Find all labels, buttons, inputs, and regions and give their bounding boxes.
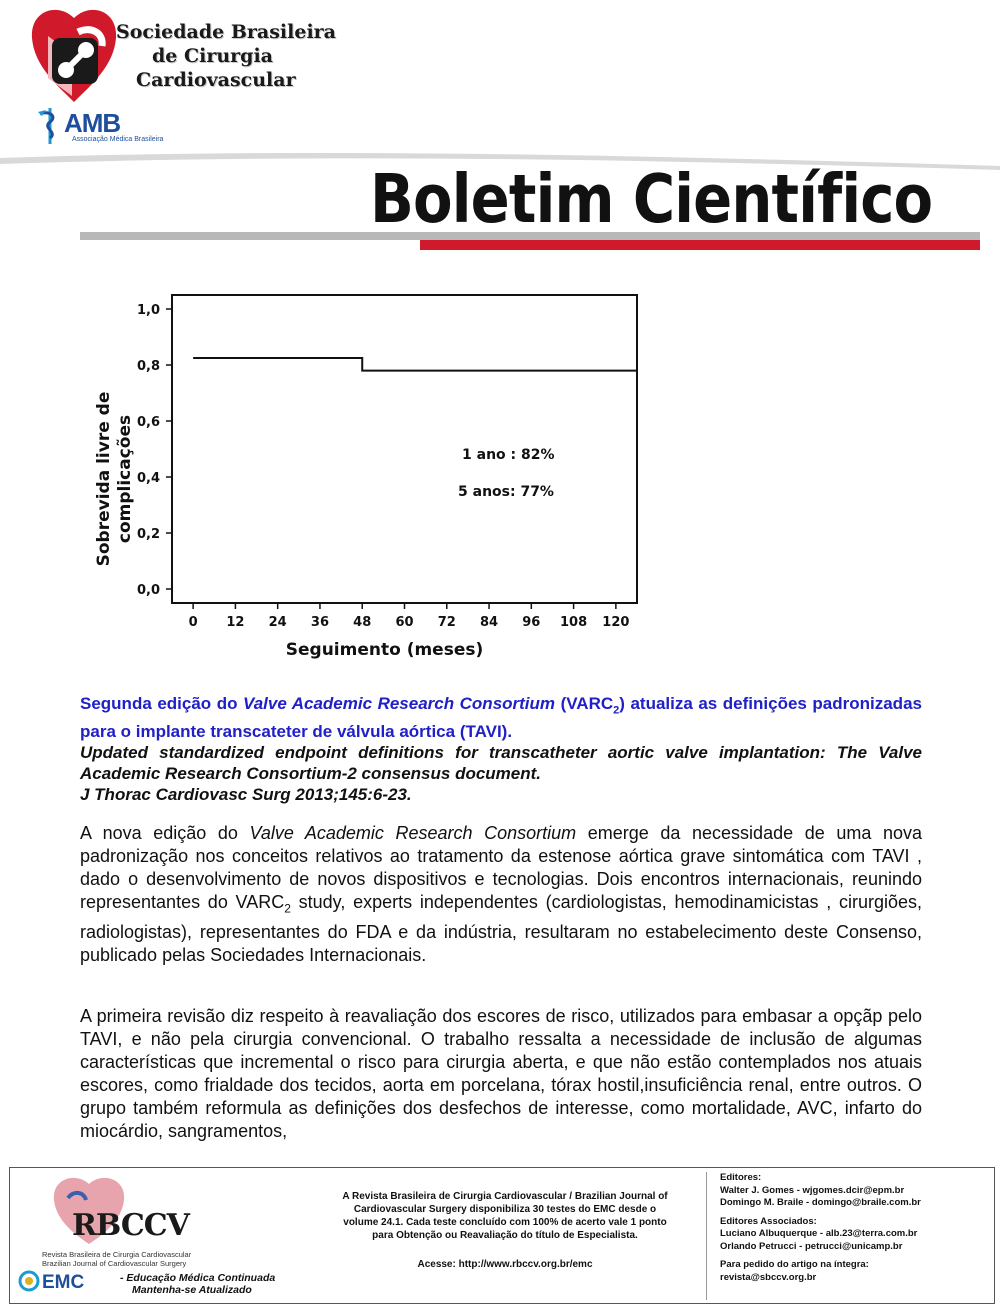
article-title-en: Updated standardized endpoint definitions for transcatheter aortic valve implantation: The Valve Academic Research Consortium-2 consensus document. bbox=[80, 743, 922, 784]
editors-heading: Editores: bbox=[720, 1172, 762, 1183]
annotation-1-year: 1 ano : 82% bbox=[462, 447, 555, 463]
paragraph-1: A nova edição do Valve Academic Research Consortium emerge da necessidade de uma nova padronização nos conceitos relativos ao tratamento da estenose aórtica grave sintomática com TAVI , dado o desenvolvimento de novos dispositivos e tecnologias. Dois encontros internacionais, reunindo representantes do $VARC_2$ study, experts independentes (cardiologistas, hemodinamicistas , cirurgiões, radiologistas), representantes do FDA e da indústria, resultaram no estabelecimento deste Consenso, publicado pelas Sociedades Internacionais. bbox=[80, 823, 922, 965]
y-axis-label-line-1: Sobrevida livre de bbox=[94, 391, 114, 567]
x-tick-label: 120 bbox=[602, 615, 630, 630]
assoc-editors-heading: Editores Associados: bbox=[720, 1215, 817, 1227]
paragraph-2: A primeira revisão diz respeito à reavaliação dos escores de risco, utilizados para embasar a opçãp pelo TAVI, e não pela cirurgia convencional. O trabalho ressalta a necessidade de inclusão de algumas características que incremental o risco para cirurgia aberta, e que não estão contemplados nos atuais escores, como frialdade dos tecidos, aorta em porcelana, tórax hostil,insuficiência renal, entre outros. O grupo também reformula as definições dos desfechos de interesse, como mortalidade, AVC, infarto do miocárdio, sangramentos, bbox=[80, 1006, 922, 1141]
emc-info-text: A Revista Brasileira de Cirurgia Cardiovascular / Brazilian Journal of Cardiovascular Surgery disponibiliza 30 testes do EMC desde o volume 24.1. Cada teste concluído com 100% de acerto vale 1 ponto para Obtenção ou Reavaliação do título de Especialista. bbox=[342, 1191, 668, 1241]
rbccv-subtitle: Revista Brasileira de Cirurgia Cardiovascular Brazilian Journal of Cardiovascular Surgery bbox=[42, 1250, 192, 1268]
emc-tagline: - Educação Médica Continuada Mantenha-se Atualizado bbox=[120, 1272, 276, 1296]
plot-frame bbox=[172, 295, 637, 603]
sbccv-heart-icon bbox=[28, 8, 120, 106]
x-tick-label: 12 bbox=[226, 615, 245, 630]
request-email[interactable]: revista@sbccv.org.br bbox=[720, 1271, 817, 1283]
emc-access-link[interactable]: Acesse: http://www.rbccv.org.br/emc bbox=[417, 1259, 593, 1270]
x-tick-label: 84 bbox=[479, 615, 499, 630]
editor-2: Domingo M. Braile - domingo@braile.com.br bbox=[720, 1197, 921, 1208]
x-tick-label: 96 bbox=[522, 615, 541, 630]
assoc-editor-1: Luciano Albuquerque - alb.23@terra.com.br bbox=[720, 1228, 918, 1239]
footer-box bbox=[9, 1167, 995, 1304]
footer-editors bbox=[720, 1172, 990, 1284]
assoc-editor-2: Orlando Petrucci - petrucci@unicamp.br bbox=[720, 1240, 903, 1252]
x-tick-label: 24 bbox=[268, 615, 287, 630]
amb-logo-text: AMB bbox=[64, 108, 121, 138]
amb-subtitle: Associação Médica Brasileira bbox=[72, 136, 164, 143]
sbccv-logo bbox=[28, 8, 338, 108]
article-citation: J Thorac Cardiovasc Surg 2013;145:6-23. bbox=[80, 785, 412, 805]
y-tick-label: 0,2 bbox=[136, 527, 160, 542]
y-tick-label: 0,8 bbox=[136, 359, 160, 374]
survival-curve bbox=[193, 358, 637, 371]
y-tick-label: 1,0 bbox=[136, 303, 160, 318]
society-line-2: de Cirurgia bbox=[152, 45, 273, 67]
article-reference bbox=[80, 693, 922, 805]
society-line-1: Sociedade Brasileira bbox=[116, 21, 336, 43]
rbccv-logo-text: RBCCV bbox=[72, 1208, 189, 1243]
x-tick-label: 72 bbox=[437, 615, 456, 630]
footer-center bbox=[340, 1190, 670, 1271]
x-tick-label: 0 bbox=[188, 615, 198, 630]
y-tick-label: 0,4 bbox=[136, 471, 160, 486]
survival-chart-svg bbox=[80, 280, 680, 670]
emc-logo-text: EMC bbox=[42, 1272, 85, 1292]
x-tick-label: 48 bbox=[353, 615, 372, 630]
article-title-pt: Segunda edição do Valve Academic Research Consortium $(VARC_2)$ atualiza as definições padronizadas para o implante transcateter de válvula aórtica (TAVI). bbox=[80, 694, 922, 742]
footer-logos bbox=[14, 1176, 284, 1301]
x-tick-label: 36 bbox=[310, 615, 330, 630]
emc-logo-icon bbox=[18, 1270, 128, 1292]
x-axis-label: Seguimento (meses) bbox=[285, 640, 484, 660]
editor-1: Walter J. Gomes - wjgomes.dcir@epm.br bbox=[720, 1184, 905, 1196]
y-tick-label: 0,6 bbox=[136, 415, 160, 430]
y-tick-label: 0,0 bbox=[136, 583, 160, 598]
y-axis-label-line-2: complicações bbox=[115, 414, 135, 544]
request-heading: Para pedido do artigo na íntegra: bbox=[720, 1259, 869, 1270]
footer-divider bbox=[706, 1172, 707, 1300]
bulletin-title: Boletim Científico bbox=[370, 160, 933, 238]
annotation-5-years: 5 anos: 77% bbox=[458, 484, 554, 500]
survival-chart bbox=[80, 280, 680, 670]
x-tick-label: 60 bbox=[395, 615, 414, 630]
x-tick-label: 108 bbox=[560, 615, 588, 630]
society-line-3: Cardiovascular bbox=[136, 69, 296, 91]
